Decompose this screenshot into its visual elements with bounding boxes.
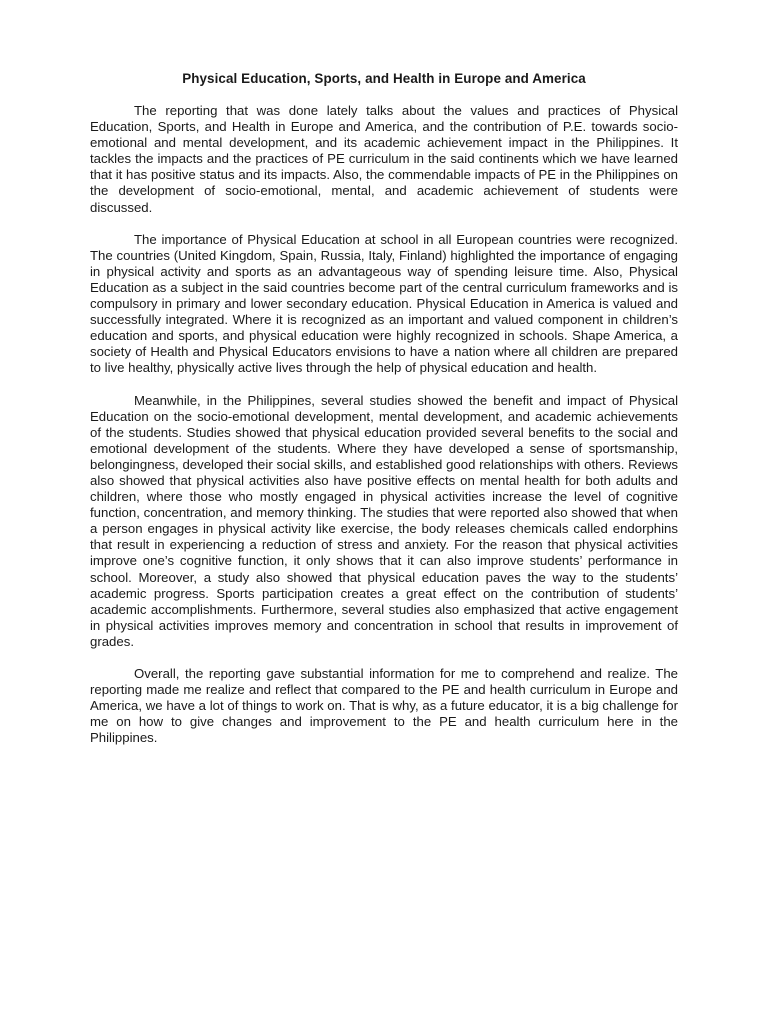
paragraph-conclusion: Overall, the reporting gave substantial information for me to comprehend and realize. The reporting made me realize and reflect that compared to the PE and health curriculum in Europe and America, we have a lot of things to work on. That is why, as a future educator, it is a big challenge for me on how to give changes and improvement to the PE and health curriculum here in the Philippines.: [90, 666, 678, 746]
document-title: Physical Education, Sports, and Health in Europe and America: [182, 71, 586, 86]
paragraph-europe-america: The importance of Physical Education at school in all European countries were recognized. The countries (United Kingdom, Spain, Russia, Italy, Finland) highlighted the importance of engaging in physical activity and sports as an advantageous way of spending leisure time. Also, Physical Education as a subject in the said countries become part of the central curriculum frameworks and is compulsory in primary and lower secondary education. Physical Education in America is valued and successfully integrated. Where it is recognized as an important and valued component in children’s education and sports, and physical education were highly recognized in schools. Shape America, a society of Health and Physical Educators envisions to have a nation where all children are prepared to live healthy, physically active lives through the help of physical education and health.: [90, 231, 678, 376]
paragraph-philippines: Meanwhile, in the Philippines, several studies showed the benefit and impact of Physical Education on the socio-emotional development, mental development, and academic achievements of the students. Studies showed that physical education provided several benefits to the social and emotional development of the students. Where they have developed a sense of sportsmanship, belongingness, developed their social skills, and established good relationships with others. Reviews also showed that physical activities also have positive effects on mental health for both adults and children, where those who mostly engaged in physical activities increase the level of cognitive function, concentration, and memory thinking. The studies that were reported also showed that when a person engages in physical activity like exercise, the body releases chemicals called endorphins that result in experiencing a reduction of stress and anxiety. For the reason that physical activities improve one’s cognitive function, it only shows that it can also improve students’ performance in school. Moreover, a study also showed that physical education paves the way to the students’ academic progress. Sports participation creates a great effect on the contribution of students’ academic accomplishments. Furthermore, several studies also emphasized that active engagement in physical activities improves memory and concentration in school that results in improvement of grades.: [90, 392, 678, 649]
paragraph-intro: The reporting that was done lately talks about the values and practices of Physical Education, Sports, and Health in Europe and America, and the contribution of P.E. towards socio-emotional and mental development, and its academic achievement impact in the Philippines. It tackles the impacts and the practices of PE curriculum in the said continents which we have learned that it has positive status and its impacts. Also, the commendable impacts of PE in the Philippines on the development of socio-emotional, mental, and academic achievement of students were discussed.: [90, 103, 678, 215]
document-page: [90, 0, 678, 1024]
